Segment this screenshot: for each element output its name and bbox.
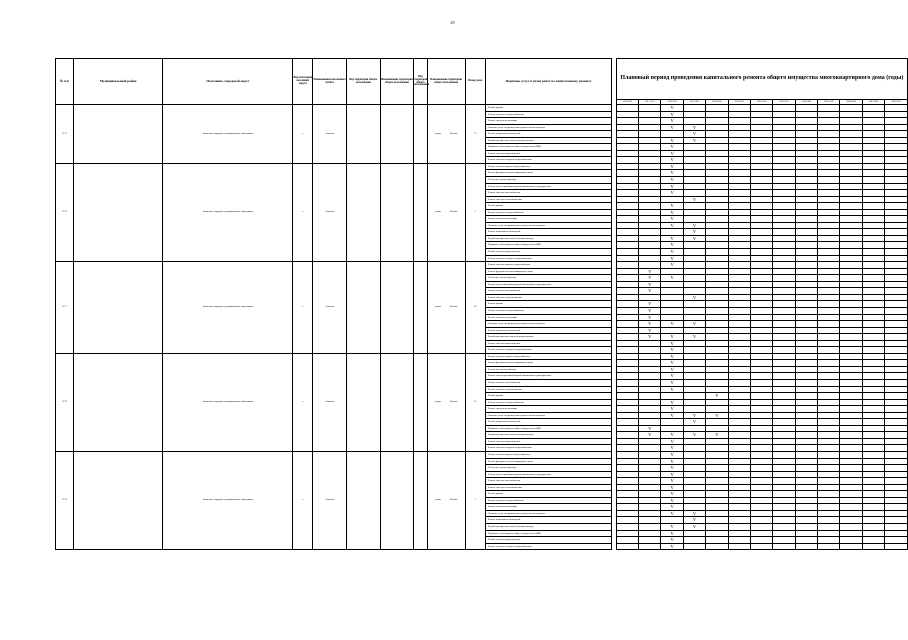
planned-mark: V xyxy=(670,366,674,372)
capital-repair-table-container xyxy=(55,58,908,550)
element-type-cell xyxy=(414,163,427,261)
house-num-cell: 1177 xyxy=(56,262,74,354)
planned-mark: V xyxy=(670,386,674,392)
settlement-name-cell: Амгинск xyxy=(313,163,347,261)
planned-mark: V xyxy=(692,517,697,523)
element-type-cell xyxy=(414,105,427,164)
planned-mark: V xyxy=(670,432,674,438)
settlement-cell: Амгинское городское муниципальное образование xyxy=(163,353,293,451)
year-mark-cell xyxy=(795,543,817,550)
house-number-cell: 73 xyxy=(465,105,485,164)
service-cell: Ремонт системы вентиляции xyxy=(485,216,611,223)
house-number-cell: 2 xyxy=(465,163,485,261)
service-cell: Ремонт системы газоснабжения xyxy=(485,379,611,386)
service-cell: Ремонт системы теплоснабжения xyxy=(485,294,611,301)
planned-mark: V xyxy=(692,131,697,137)
service-cell: Ремонт подвальных помещений xyxy=(485,131,611,138)
settlement-cell: Амгинское городское муниципальное образование xyxy=(163,451,293,549)
service-cell: Ремонт системы холодного водоснабжения xyxy=(485,445,611,452)
district-cell xyxy=(73,163,163,261)
planned-mark: V xyxy=(670,235,674,241)
capital-repair-table xyxy=(55,58,908,550)
service-cell: Ремонт систем противопожарной автоматики и дымоудаления xyxy=(485,471,611,478)
planned-mark: V xyxy=(670,105,674,110)
service-cell: Ремонт системы горячего водоснабжения xyxy=(485,451,611,458)
street-cell xyxy=(427,105,465,164)
planned-mark: V xyxy=(670,353,674,359)
planned-mark: V xyxy=(692,229,697,235)
service-cell: Ремонт системы холодного водоснабжения xyxy=(485,347,611,354)
street-name: Ленина xyxy=(449,305,458,309)
district-cell xyxy=(73,451,163,549)
planned-mark: V xyxy=(692,137,697,143)
service-cell: Ремонт крыши xyxy=(485,203,611,210)
settlement-type-cell: г. xyxy=(293,105,313,164)
service-cell: Ремонт системы электроснабжения xyxy=(485,307,611,314)
header-element-name: Наименование территории общего пользования xyxy=(427,59,465,105)
planned-mark: V xyxy=(670,183,674,189)
planned-mark: V xyxy=(670,471,674,477)
planned-mark: V xyxy=(670,530,674,536)
service-cell: Первичное обследование общего имущества в МКД xyxy=(485,425,611,432)
service-cell: Ремонт подвальных помещений xyxy=(485,517,611,524)
service-cell: Первичное обследование общего имущества в МКД xyxy=(485,242,611,249)
territory-name-cell xyxy=(380,353,414,451)
house-num-cell: 1175 xyxy=(56,105,74,164)
planned-mark: V xyxy=(670,497,674,503)
planned-mark: V xyxy=(670,170,674,176)
settlement-type-cell: г. xyxy=(293,262,313,354)
element-type-cell xyxy=(414,451,427,549)
service-cell: Ремонт систем противопожарной автоматики и дымоудаления xyxy=(485,281,611,288)
service-cell: Оказание услуг по проведению строительного контроля xyxy=(485,222,611,229)
planned-mark: V xyxy=(692,222,697,228)
year-header: 2026-2028 xyxy=(706,100,728,105)
service-cell: Ремонт подвальных помещений xyxy=(485,327,611,334)
territory-name-cell xyxy=(380,105,414,164)
planned-mark: V xyxy=(670,321,674,327)
year-header: 2047-2049 xyxy=(862,100,884,105)
service-cell: Ремонт системы водоотведения xyxy=(485,150,611,157)
planned-mark: V xyxy=(670,177,674,183)
year-header: 2023-2025 xyxy=(683,100,705,105)
service-cell: Ремонт системы водоотведения xyxy=(485,340,611,347)
service-cell: Ремонт фундамента многоквартирного дома xyxy=(485,458,611,465)
planned-mark: V xyxy=(692,524,697,529)
year-mark-cell xyxy=(661,543,683,550)
planned-mark: V xyxy=(670,150,674,156)
planned-mark: V xyxy=(670,491,674,497)
territory-type-cell xyxy=(347,353,381,451)
planned-mark: V xyxy=(670,458,674,464)
house-number-cell: 7 xyxy=(465,451,485,549)
service-cell: Ремонт системы холодного водоснабжения xyxy=(485,157,611,164)
planned-mark: V xyxy=(670,124,674,130)
settlement-cell: Амгинское городское муниципальное образование xyxy=(163,105,293,164)
header-period: Плановый период проведения капитального ремонта общего имущества многоквартирного дома (годы) xyxy=(616,59,907,100)
planned-mark: V xyxy=(692,412,697,418)
header-territory-type: Вид территории общего пользования xyxy=(347,59,381,105)
planned-mark: V xyxy=(670,543,674,549)
street-type: улица xyxy=(434,498,441,502)
service-cell: Утепление и ремонт фасада xyxy=(485,465,611,472)
year-header: 2014-2016 xyxy=(616,100,638,105)
planned-mark: V xyxy=(670,451,674,457)
year-header: 2017-2019 xyxy=(639,100,661,105)
service-cell: Ремонт системы газоснабжения xyxy=(485,478,611,485)
year-mark-cell xyxy=(773,543,795,550)
planned-mark: V xyxy=(648,288,652,294)
territory-type-cell xyxy=(347,163,381,261)
planned-mark: V xyxy=(670,510,674,516)
planned-mark: V xyxy=(670,163,674,169)
house-num-cell: 1178 xyxy=(56,353,74,451)
year-header: 2041-2043 xyxy=(818,100,840,105)
service-cell: Ремонт крыши xyxy=(485,393,611,400)
planned-mark: V xyxy=(670,412,674,418)
house-num-cell: 1179 xyxy=(56,451,74,549)
planned-mark: V xyxy=(648,334,652,340)
planned-mark: V xyxy=(715,412,719,418)
planned-mark: V xyxy=(670,478,674,484)
service-cell: Ремонт системы водоотведения xyxy=(485,249,611,256)
service-cell: Ремонт подвальных помещений xyxy=(485,229,611,236)
header-house-number: Номер дома xyxy=(465,59,485,105)
planned-mark: V xyxy=(670,216,674,222)
planned-mark: V xyxy=(648,425,652,431)
territory-name-cell xyxy=(380,262,414,354)
planned-mark: V xyxy=(670,144,674,150)
service-cell: Ремонт подвальных помещений xyxy=(485,419,611,426)
service-cell: Ремонт крыши xyxy=(485,491,611,498)
planned-mark: V xyxy=(670,373,674,379)
element-type-cell xyxy=(414,262,427,354)
house-number-cell: 25 xyxy=(465,353,485,451)
territory-name-cell xyxy=(380,451,414,549)
settlement-name-cell: Амгинск xyxy=(313,262,347,354)
planned-mark: V xyxy=(692,334,697,340)
district-cell xyxy=(73,262,163,354)
planned-mark: V xyxy=(692,124,697,130)
planned-mark: V xyxy=(692,294,697,300)
service-cell: Разработка проектно-сметной документации xyxy=(485,235,611,242)
service-cell: Ремонт крыши xyxy=(485,301,611,308)
header-settlement-name: Наименование населенного пункта xyxy=(313,59,347,105)
service-cell: Ремонт системы электроснабжения xyxy=(485,399,611,406)
settlement-type-cell: г. xyxy=(293,353,313,451)
planned-mark: V xyxy=(670,334,674,340)
planned-mark: V xyxy=(692,321,697,327)
service-cell: Ремонт крыши xyxy=(485,105,611,112)
planned-mark: V xyxy=(692,196,697,202)
planned-mark: V xyxy=(692,235,697,241)
year-mark-cell xyxy=(683,543,705,550)
service-cell: Ремонт системы вентиляции xyxy=(485,406,611,413)
service-cell: Ремонт системы теплоснабжения xyxy=(485,484,611,491)
planned-mark: V xyxy=(648,275,652,281)
street-type: улица xyxy=(434,400,441,404)
planned-mark: V xyxy=(670,524,674,529)
settlement-type-cell: г. xyxy=(293,163,313,261)
planned-mark: V xyxy=(670,379,674,385)
year-mark-cell xyxy=(728,543,750,550)
service-cell: Разработка проектно-сметной документации xyxy=(485,524,611,531)
street-cell xyxy=(427,262,465,354)
service-cell: Ремонт системы вентиляции xyxy=(485,314,611,321)
header-settlement-type: Вид (категория) поселения/округа xyxy=(293,59,313,105)
element-type-cell xyxy=(414,353,427,451)
planned-mark: V xyxy=(648,307,652,313)
header-territory-name: Наименование территории общего пользования xyxy=(380,59,414,105)
planned-mark: V xyxy=(670,137,674,143)
planned-mark: V xyxy=(715,432,719,438)
planned-mark: V xyxy=(648,268,652,274)
street-name: Ленина xyxy=(449,131,458,135)
service-cell: Ремонт системы электроснабжения xyxy=(485,111,611,118)
service-cell: Разработка проектно-сметной документации xyxy=(485,137,611,144)
district-cell xyxy=(73,353,163,451)
street-type: улица xyxy=(434,305,441,309)
year-header: 2032-2034 xyxy=(750,100,772,105)
service-cell: Разработка проектно-сметной документации xyxy=(485,432,611,439)
settlement-name-cell: Амгинск xyxy=(313,353,347,451)
service-cell: Оказание услуг по проведению строительного контроля xyxy=(485,412,611,419)
planned-mark: V xyxy=(692,510,697,516)
year-mark-cell xyxy=(862,543,884,550)
planned-mark: V xyxy=(670,347,674,353)
service-cell: Разработка проектно-сметной документации xyxy=(485,334,611,341)
planned-mark: V xyxy=(648,281,652,287)
planned-mark: V xyxy=(670,360,674,366)
street-type: улица xyxy=(434,131,441,135)
service-cell: Ремонт системы вентиляции xyxy=(485,504,611,511)
planned-mark: V xyxy=(670,275,674,281)
territory-type-cell xyxy=(347,105,381,164)
service-cell: Ремонт системы водоотведения xyxy=(485,438,611,445)
settlement-name-cell: Амгинск xyxy=(313,451,347,549)
planned-mark: V xyxy=(670,190,674,196)
service-cell: Ремонт системы вентиляции xyxy=(485,118,611,125)
planned-mark: V xyxy=(715,393,719,399)
planned-mark: V xyxy=(670,504,674,510)
year-header: 2035-2037 xyxy=(773,100,795,105)
service-cell: Ремонт системы электроснабжения xyxy=(485,497,611,504)
district-cell xyxy=(73,105,163,164)
service-cell: Ремонт фундамента многоквартирного дома xyxy=(485,360,611,367)
year-header: 2038-2040 xyxy=(795,100,817,105)
planned-mark: V xyxy=(670,249,674,255)
street-type: улица xyxy=(434,210,441,214)
header-num: № п/п xyxy=(56,59,74,105)
service-cell: Ремонт системы водоотведения xyxy=(485,537,611,544)
settlement-cell: Амгинское городское муниципальное образование xyxy=(163,262,293,354)
street-cell xyxy=(427,353,465,451)
service-cell: Утепление и ремонт фасада xyxy=(485,275,611,282)
year-mark-cell xyxy=(639,543,661,550)
planned-mark: V xyxy=(648,432,652,438)
territory-name-cell xyxy=(380,163,414,261)
year-header: 2050-2052 xyxy=(885,100,908,105)
settlement-type-cell: г. xyxy=(293,451,313,549)
street-name: Ленина xyxy=(449,210,458,214)
planned-mark: V xyxy=(670,484,674,490)
house-number-cell: 20 xyxy=(465,262,485,354)
header-services: Перечень услуг и (или) работ по капитальному ремонту xyxy=(485,59,611,105)
planned-mark: V xyxy=(670,399,674,405)
header-settlement: Поселение, городской округ xyxy=(163,59,293,105)
street-name: Ленина xyxy=(449,400,458,404)
year-mark-cell xyxy=(818,543,840,550)
service-cell: Утепление и ремонт фасада xyxy=(485,177,611,184)
service-cell: Оказание услуг по проведению строительного контроля xyxy=(485,124,611,131)
planned-mark: V xyxy=(648,327,652,333)
year-mark-cell xyxy=(616,543,638,550)
planned-mark: V xyxy=(670,118,674,124)
planned-mark: V xyxy=(670,111,674,117)
service-cell: Ремонт системы электроснабжения xyxy=(485,209,611,216)
street-name: Ленина xyxy=(449,498,458,502)
header-district: Муниципальный район xyxy=(73,59,163,105)
service-cell: Ремонт системы горячего водоснабжения xyxy=(485,262,611,269)
year-header: 2044-2046 xyxy=(840,100,862,105)
territory-type-cell xyxy=(347,262,381,354)
settlement-name-cell: Амгинск xyxy=(313,105,347,164)
planned-mark: V xyxy=(670,340,674,346)
year-header: 2020-2022 xyxy=(661,100,683,105)
planned-mark: V xyxy=(670,222,674,228)
service-cell: Оказание услуг по проведению строительного контроля xyxy=(485,510,611,517)
page-number: 29 xyxy=(450,20,455,25)
planned-mark: V xyxy=(692,419,697,425)
planned-mark: V xyxy=(670,242,674,248)
service-cell: Ремонт системы холодного водоснабжения xyxy=(485,543,611,550)
year-mark-cell xyxy=(706,543,728,550)
house-num-cell: 1176 xyxy=(56,163,74,261)
planned-mark: V xyxy=(670,465,674,471)
service-cell: Ремонт систем противопожарной автоматики и дымоудаления xyxy=(485,183,611,190)
planned-mark: V xyxy=(670,157,674,163)
service-cell: Ремонт системы холодного водоснабжения xyxy=(485,255,611,262)
service-cell: Ремонт системы газоснабжения xyxy=(485,288,611,295)
planned-mark: V xyxy=(670,406,674,412)
service-cell: Ремонт системы теплоснабжения xyxy=(485,196,611,203)
service-cell: Оказание услуг по проведению строительного контроля xyxy=(485,321,611,328)
planned-mark: V xyxy=(670,255,674,261)
year-mark-cell xyxy=(885,543,908,550)
year-mark-cell xyxy=(840,543,862,550)
street-cell xyxy=(427,163,465,261)
planned-mark: V xyxy=(692,432,697,438)
service-cell: Утепление и ремонт фасада xyxy=(485,366,611,373)
planned-mark: V xyxy=(648,321,652,327)
service-cell: Ремонт системы горячего водоснабжения xyxy=(485,163,611,170)
service-cell: Ремонт системы газоснабжения xyxy=(485,190,611,197)
service-cell: Ремонт систем противопожарной автоматики и дымоудаления xyxy=(485,373,611,380)
year-header: 2029-2031 xyxy=(728,100,750,105)
street-cell xyxy=(427,451,465,549)
planned-mark: V xyxy=(670,203,674,209)
settlement-cell: Амгинское городское муниципальное образование xyxy=(163,163,293,261)
header-element-type: Вид территории общего пользования xyxy=(414,59,427,105)
year-mark-cell xyxy=(750,543,772,550)
planned-mark: V xyxy=(670,537,674,543)
planned-mark: V xyxy=(670,438,674,444)
service-cell: Первичное обследование общего имущества в МКД xyxy=(485,530,611,537)
service-cell: Ремонт системы теплоснабжения xyxy=(485,386,611,393)
planned-mark: V xyxy=(670,262,674,268)
territory-type-cell xyxy=(347,451,381,549)
service-cell: Первичное обследование общего имущества в МКД xyxy=(485,144,611,151)
planned-mark: V xyxy=(648,314,652,320)
planned-mark: V xyxy=(670,209,674,215)
planned-mark: V xyxy=(670,445,674,451)
planned-mark: V xyxy=(648,301,652,307)
service-cell: Ремонт системы горячего водоснабжения xyxy=(485,353,611,360)
service-cell: Ремонт фундамента многоквартирного дома xyxy=(485,170,611,177)
service-cell: Ремонт фундамента многоквартирного дома xyxy=(485,268,611,275)
